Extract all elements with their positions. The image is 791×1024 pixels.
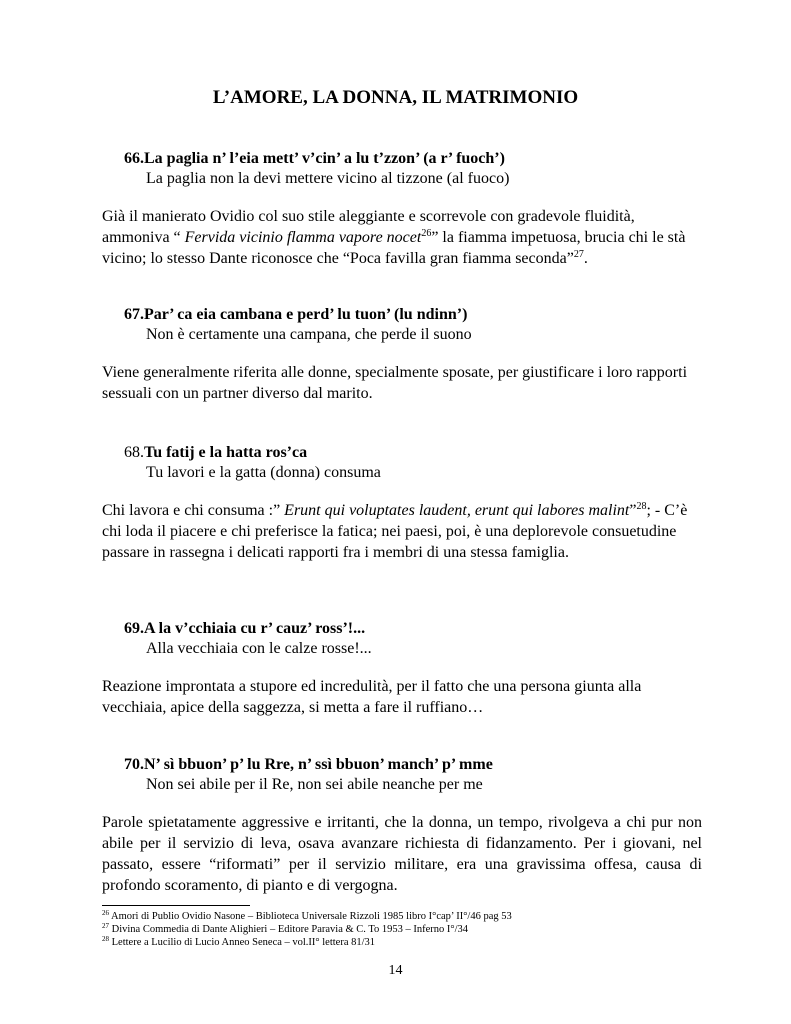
- proverb-text: La paglia n’ l’eia mett’ v’cin’ a lu t’zzon’ (a r’ fuoch’): [144, 150, 505, 167]
- proverb-text: N’ sì bbuon’ p’ lu Rre, n’ ssì bbuon’ manch’ p’ mme: [144, 756, 493, 773]
- footnote-text: Lettere a Lucilio di Lucio Anneo Seneca – vol.II° lettera 81/31: [109, 937, 376, 948]
- proverb-text: Tu fatij e la hatta ros’ca: [144, 444, 308, 461]
- footnote-divider: [102, 905, 250, 906]
- commentary-text: Chi lavora e chi consuma :”: [102, 502, 285, 519]
- commentary-text: Già il manierato Ovidio col suo stile aleggiante e scorrevole con gradevole fluidità, ammoniva “: [102, 208, 635, 246]
- proverb-number: 70.: [124, 756, 144, 773]
- proverb-number: 68.: [124, 444, 144, 461]
- footnote-ref: 26: [421, 228, 432, 239]
- proverb-translation-69: Alla vecchiaia con le calze rosse!...: [146, 640, 372, 657]
- proverb-commentary-68: [102, 500, 702, 563]
- proverb-translation-70: Non sei abile per il Re, non sei abile neanche per me: [146, 776, 483, 793]
- footnote-text: Amori di Publio Ovidio Nasone – Biblioteca Universale Rizzoli 1985 libro I°cap’ II°/46 pag 53: [109, 911, 512, 922]
- commentary-text: ”: [629, 502, 637, 519]
- latin-quote: Erunt qui voluptates laudent, erunt qui labores malint: [284, 502, 630, 519]
- commentary-text: .: [583, 250, 588, 267]
- proverb-commentary-66: [102, 206, 702, 269]
- commentary-text: ” la fiamma impetuosa, brucia chi le stà vicino; lo stesso Dante riconosce che “Poca favilla gran fiamma seconda”: [102, 229, 686, 267]
- proverb-translation-68: Tu lavori e la gatta (donna) consuma: [146, 464, 381, 481]
- footnote-number: 26: [102, 909, 109, 917]
- commentary-text: ; - C’è chi loda il piacere e chi preferisce la fatica; nei paesi, poi, è una deplorevole consuetudine passare in rassegna i delicati rapporti fra i membri di una stessa famiglia.: [102, 502, 688, 561]
- footnote-ref: 28: [636, 501, 647, 512]
- proverb-text: Par’ ca eia cambana e perd’ lu tuon’ (lu ndinn’): [144, 306, 468, 323]
- footnote-27: [102, 924, 468, 936]
- footnote-number: 28: [102, 935, 109, 943]
- footnote-text: Divina Commedia di Dante Alighieri – Editore Paravia & C. To 1953 – Inferno I°/34: [109, 924, 469, 935]
- proverb-commentary-69: Reazione improntata a stupore ed incredulità, per il fatto che una persona giunta alla vecchiaia, apice della saggezza, si metta a fare il ruffiano…: [102, 678, 642, 716]
- page-title: L’AMORE, LA DONNA, IL MATRIMONIO: [212, 87, 579, 108]
- proverb-number: 66.: [124, 150, 144, 167]
- proverb-heading-69: [124, 618, 365, 639]
- proverb-translation-67: Non è certamente una campana, che perde il suono: [146, 326, 472, 343]
- proverb-number: 67.: [124, 306, 144, 323]
- footnote-26: [102, 911, 512, 923]
- footnote-28: [102, 937, 375, 949]
- proverb-heading-66: [124, 148, 505, 169]
- proverb-number: 69.: [124, 620, 144, 637]
- proverb-heading-70: [124, 754, 493, 775]
- proverb-heading-68: [124, 442, 307, 463]
- proverb-commentary-70: Parole spietatamente aggressive e irritanti, che la donna, un tempo, rivolgeva a chi pur non abile per il servizio di leva, osava avanzare richiesta di fidanzamento. Per i giovani, nel passato, essere “riformati” per il servizio militare, era una gravissima offesa, causa di profondo scoramento, di pianto e di vergogna.: [102, 814, 702, 894]
- proverb-translation-66: La paglia non la devi mettere vicino al tizzone (al fuoco): [146, 170, 510, 187]
- footnote-ref: 27: [573, 249, 584, 260]
- proverb-heading-67: [124, 304, 467, 325]
- page-number: 14: [388, 963, 403, 978]
- footnote-number: 27: [102, 922, 109, 930]
- latin-quote: Fervida vicinio flamma vapore nocet: [184, 229, 422, 246]
- proverb-text: A la v’cchiaia cu r’ cauz’ ross’!...: [144, 620, 366, 637]
- proverb-commentary-67: Viene generalmente riferita alle donne, specialmente sposate, per giustificare i loro rapporti sessuali con un partner diverso dal marito.: [102, 364, 688, 402]
